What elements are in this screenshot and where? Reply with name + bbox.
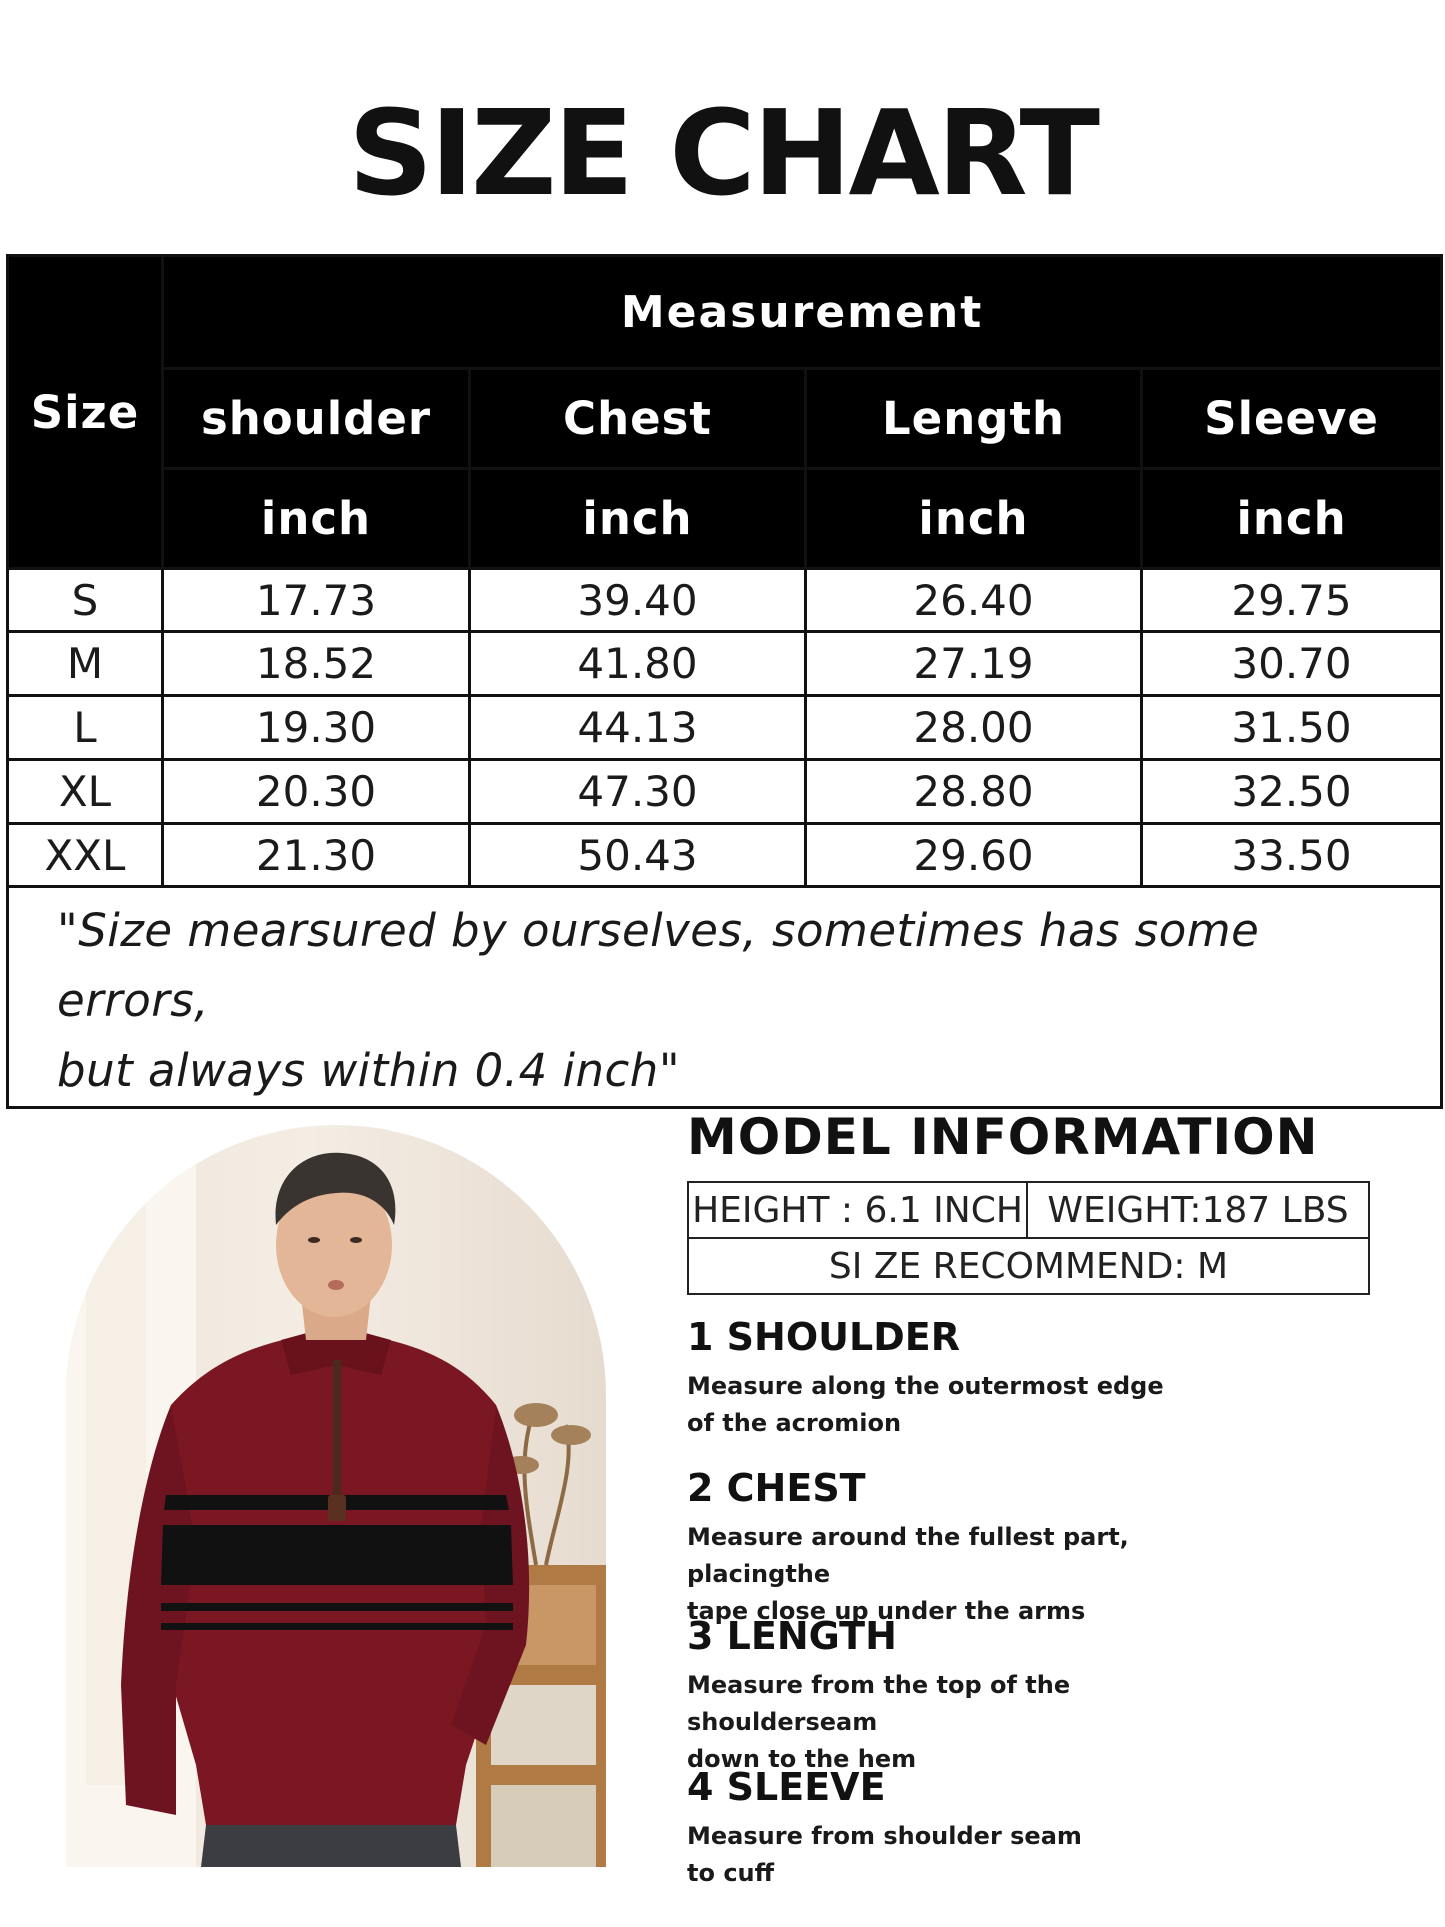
size-header: Size — [8, 256, 163, 569]
size-cell: S — [8, 569, 163, 632]
value-cell: 26.40 — [806, 569, 1142, 632]
model-info-box — [687, 1181, 1370, 1295]
measure-length — [687, 1611, 1387, 1778]
value-cell: 47.30 — [470, 760, 806, 824]
size-cell: XL — [8, 760, 163, 824]
table-row — [8, 632, 1442, 696]
value-cell: 41.80 — [470, 632, 806, 696]
value-cell: 29.60 — [806, 824, 1142, 887]
measure-desc-line: of the acromion — [687, 1409, 902, 1437]
unit-sleeve: inch — [1142, 469, 1442, 569]
value-cell: 50.43 — [470, 824, 806, 887]
value-cell: 18.52 — [163, 632, 470, 696]
measure-desc-line: to cuff — [687, 1859, 775, 1887]
measure-desc-line: tape close up under the arms — [687, 1597, 1086, 1625]
value-cell: 32.50 — [1142, 760, 1442, 824]
measure-desc-line: down to the hem — [687, 1745, 917, 1773]
measure-desc-line: Measure from shoulder seam — [687, 1822, 1082, 1850]
value-cell: 20.30 — [163, 760, 470, 824]
size-cell: M — [8, 632, 163, 696]
page-title: SIZE CHART — [348, 84, 1097, 222]
value-cell: 39.40 — [470, 569, 806, 632]
value-cell: 33.50 — [1142, 824, 1442, 887]
measure-title: 3 LENGTH — [687, 1614, 897, 1658]
column-header-sleeve: Sleeve — [1142, 369, 1442, 469]
value-cell: 21.30 — [163, 824, 470, 887]
model-info-title: MODEL INFORMATION — [687, 1108, 1319, 1166]
value-cell: 17.73 — [163, 569, 470, 632]
measure-title: 1 SHOULDER — [687, 1315, 960, 1359]
size-recommend: SI ZE RECOMMEND: M — [688, 1238, 1369, 1294]
model-height: HEIGHT : 6.1 INCH — [688, 1182, 1027, 1238]
value-cell: 28.00 — [806, 696, 1142, 760]
column-header-length: Length — [806, 369, 1142, 469]
measure-desc-line: Measure from the top of the shoulderseam — [687, 1671, 1071, 1736]
column-header-chest: Chest — [470, 369, 806, 469]
model-photo — [66, 1125, 606, 1867]
measurement-note — [8, 887, 1442, 1108]
note-line-1: "Size mearsured by ourselves, sometimes has some errors, — [57, 904, 1260, 1027]
measure-desc-line: Measure along the outermost edge — [687, 1372, 1164, 1400]
value-cell: 29.75 — [1142, 569, 1442, 632]
measure-description — [687, 1368, 1247, 1442]
measure-chest — [687, 1463, 1387, 1630]
table-row — [8, 760, 1442, 824]
table-row — [8, 824, 1442, 887]
measure-shoulder — [687, 1312, 1387, 1442]
size-cell: L — [8, 696, 163, 760]
measure-title: 4 SLEEVE — [687, 1765, 886, 1809]
table-row — [8, 696, 1442, 760]
value-cell: 27.19 — [806, 632, 1142, 696]
unit-length: inch — [806, 469, 1142, 569]
unit-shoulder: inch — [163, 469, 470, 569]
table-row — [8, 569, 1442, 632]
measure-desc-line: Measure around the fullest part, placingthe — [687, 1523, 1129, 1588]
value-cell: 19.30 — [163, 696, 470, 760]
measure-description — [687, 1818, 1247, 1892]
model-weight: WEIGHT:187 LBS — [1027, 1182, 1369, 1238]
measure-sleeve — [687, 1762, 1387, 1892]
value-cell: 31.50 — [1142, 696, 1442, 760]
column-header-shoulder: shoulder — [163, 369, 470, 469]
measure-title: 2 CHEST — [687, 1466, 866, 1510]
value-cell: 44.13 — [470, 696, 806, 760]
note-line-2: but always within 0.4 inch" — [57, 1044, 681, 1097]
value-cell: 28.80 — [806, 760, 1142, 824]
value-cell: 30.70 — [1142, 632, 1442, 696]
model-illustration — [66, 1125, 606, 1867]
unit-chest: inch — [470, 469, 806, 569]
size-table — [6, 254, 1443, 1109]
measurement-header: Measurement — [163, 256, 1442, 369]
size-cell: XXL — [8, 824, 163, 887]
